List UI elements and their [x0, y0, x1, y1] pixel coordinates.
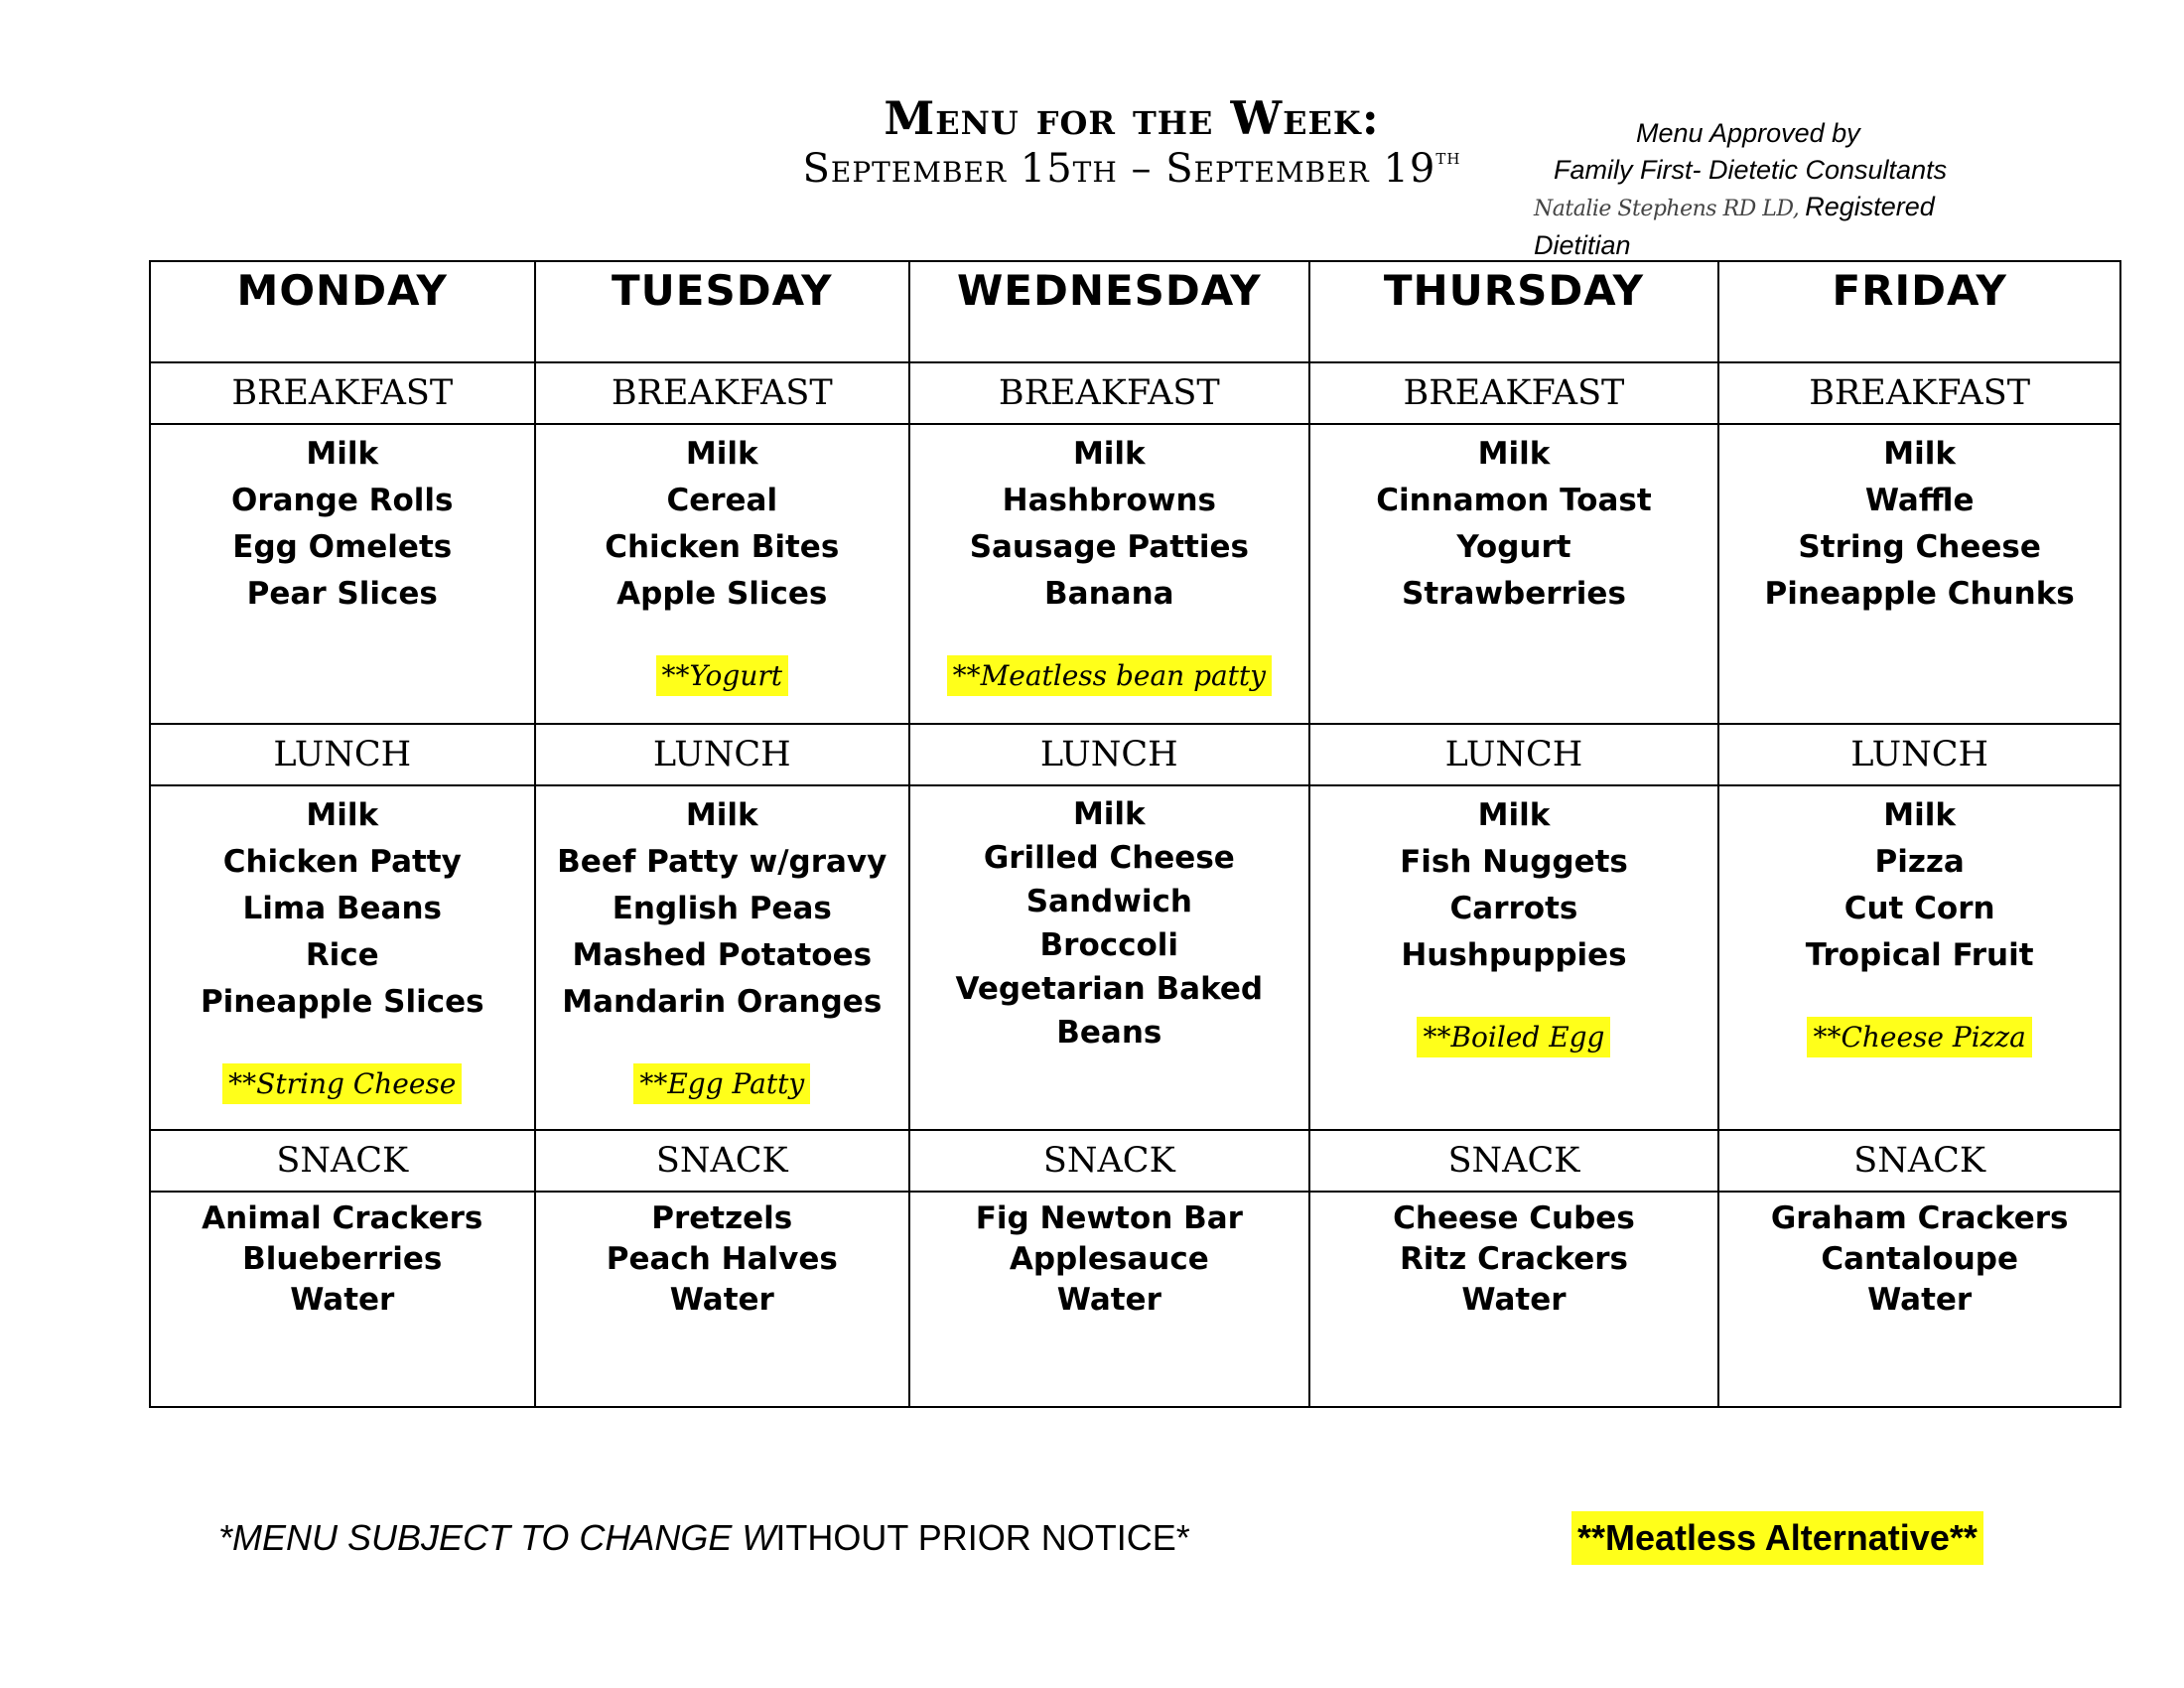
- menu-item: Hashbrowns: [1002, 483, 1216, 518]
- menu-item: Milk: [1477, 436, 1551, 472]
- menu-item: Water: [669, 1282, 774, 1318]
- meatless-legend: **Meatless Alternative**: [1571, 1511, 1983, 1565]
- menu-item: Banana: [1044, 576, 1174, 612]
- menu-item: Milk: [306, 436, 379, 472]
- menu-item: English Peas: [612, 891, 832, 926]
- snack-cell: [1718, 1192, 2120, 1407]
- breakfast-cell: [1309, 424, 1719, 724]
- menu-item: Fish Nuggets: [1400, 844, 1628, 880]
- lunch-label: LUNCH: [652, 735, 791, 774]
- breakfast-cell: [1718, 424, 2120, 724]
- breakfast-label: BREAKFAST: [231, 373, 454, 413]
- snack-cell: [909, 1192, 1309, 1407]
- snack-label: SNACK: [1042, 1141, 1175, 1181]
- menu-item: Water: [1056, 1282, 1161, 1318]
- menu-item: Yogurt: [1456, 529, 1571, 565]
- day-cell: [1718, 261, 2120, 362]
- menu-item: Tropical Fruit: [1805, 937, 2034, 973]
- menu-title: Menu for the Week:: [884, 91, 1380, 145]
- date-range-suffix: th: [1435, 145, 1461, 170]
- snack-label: SNACK: [276, 1141, 409, 1181]
- breakfast-label: BREAKFAST: [998, 373, 1220, 413]
- menu-item: Sandwich: [1025, 884, 1192, 919]
- breakfast-row: [150, 424, 2120, 724]
- menu-item: Rice: [305, 937, 379, 973]
- lunch-item-list: [1719, 786, 2119, 1057]
- menu-item: Pizza: [1874, 844, 1965, 880]
- snack-row: [150, 1192, 2120, 1407]
- breakfast-item-list: [1310, 425, 1718, 618]
- breakfast-item-list: [1719, 425, 2119, 618]
- breakfast-cell: [535, 424, 909, 724]
- lunch-row: [150, 785, 2120, 1130]
- menu-item: Milk: [1883, 797, 1957, 833]
- menu-item: Milk: [1072, 796, 1146, 832]
- approval-block: [1534, 115, 2030, 264]
- lunch-label: LUNCH: [273, 735, 412, 774]
- lunch-cell: [909, 785, 1309, 1130]
- breakfast-label: BREAKFAST: [1809, 373, 2031, 413]
- menu-item: Pretzels: [651, 1200, 793, 1236]
- menu-item: Orange Rolls: [231, 483, 454, 518]
- approved-by-line: Menu Approved by: [1636, 118, 1860, 148]
- menu-item: Water: [1461, 1282, 1567, 1318]
- dietitian-signature: Natalie Stephens RD LD,: [1534, 197, 1800, 221]
- menu-item: String Cheese: [1798, 529, 2041, 565]
- breakfast-label: BREAKFAST: [1403, 373, 1625, 413]
- lunch-cell: [535, 785, 909, 1130]
- menu-item: Mashed Potatoes: [572, 937, 873, 973]
- menu-item: Chicken Patty: [222, 844, 462, 880]
- meatless-alternative: **Meatless bean patty: [947, 655, 1272, 696]
- menu-item: Pineapple Chunks: [1764, 576, 2075, 612]
- menu-item: Hushpuppies: [1401, 937, 1627, 973]
- snack-cell: [535, 1192, 909, 1407]
- consultants-line: Family First- Dietetic Consultants: [1554, 155, 1948, 185]
- menu-item: Strawberries: [1402, 576, 1626, 612]
- menu-item: Fig Newton Bar: [975, 1200, 1243, 1236]
- menu-item: Water: [1867, 1282, 1973, 1318]
- lunch-label: LUNCH: [1444, 735, 1583, 774]
- snack-label: SNACK: [1447, 1141, 1580, 1181]
- menu-item: Vegetarian Baked: [955, 971, 1264, 1007]
- dietitian-line: [1534, 189, 2030, 264]
- breakfast-cell: [150, 424, 535, 724]
- dietitian-title: Registered Dietitian: [1534, 192, 1935, 260]
- menu-item: Milk: [1883, 436, 1957, 472]
- menu-item: Waffle: [1864, 483, 1975, 518]
- lunch-cell: [1309, 785, 1719, 1130]
- day-cell: [1309, 261, 1719, 362]
- menu-item: Grilled Cheese: [983, 840, 1235, 876]
- meatless-alternative: **Boiled Egg: [1417, 1017, 1610, 1057]
- snack-item-list: [1310, 1193, 1718, 1321]
- day-label: WEDNESDAY: [956, 266, 1262, 315]
- notice-rest: ITHOUT PRIOR NOTICE*: [775, 1517, 1190, 1558]
- menu-item: Blueberries: [242, 1241, 443, 1277]
- lunch-item-list: [1310, 786, 1718, 1057]
- day-label: TUESDAY: [612, 266, 833, 315]
- menu-item: Chicken Bites: [605, 529, 840, 565]
- notice-italic-part: *MENU SUBJECT TO CHANGE W: [218, 1517, 776, 1558]
- weekly-menu-table: [149, 260, 2121, 1408]
- lunch-item-list: [536, 786, 908, 1104]
- meatless-alternative: **Yogurt: [656, 655, 789, 696]
- lunch-label: LUNCH: [1039, 735, 1178, 774]
- menu-item: Animal Crackers: [202, 1200, 483, 1236]
- menu-item: Water: [290, 1282, 395, 1318]
- snack-cell: [150, 1192, 535, 1407]
- day-cell: [150, 261, 535, 362]
- menu-item: Milk: [1072, 436, 1146, 472]
- menu-item: Pear Slices: [246, 576, 438, 612]
- menu-item: Pineapple Slices: [200, 984, 484, 1020]
- menu-date-range: [695, 145, 1569, 192]
- breakfast-cell: [909, 424, 1309, 724]
- menu-item: Beef Patty w/gravy: [557, 844, 887, 880]
- lunch-header-row: [150, 724, 2120, 785]
- snack-item-list: [536, 1193, 908, 1321]
- snack-label: SNACK: [655, 1141, 788, 1181]
- lunch-item-list: [910, 786, 1308, 1055]
- menu-change-notice: [218, 1517, 1190, 1559]
- snack-item-list: [910, 1193, 1308, 1321]
- menu-item: Carrots: [1449, 891, 1578, 926]
- menu-item: Ritz Crackers: [1399, 1241, 1628, 1277]
- breakfast-item-list: [536, 425, 908, 696]
- snack-header-row: [150, 1130, 2120, 1192]
- meatless-alternative: **Cheese Pizza: [1807, 1017, 2031, 1057]
- day-header-row: [150, 261, 2120, 362]
- breakfast-item-list: [151, 425, 534, 618]
- menu-item: Sausage Patties: [969, 529, 1249, 565]
- menu-item: Milk: [1477, 797, 1551, 833]
- menu-item: Graham Crackers: [1770, 1200, 2069, 1236]
- menu-item: Milk: [685, 797, 758, 833]
- menu-item: Cereal: [666, 483, 778, 518]
- day-label: MONDAY: [236, 266, 448, 315]
- menu-item: Applesauce: [1009, 1241, 1209, 1277]
- day-cell: [909, 261, 1309, 362]
- menu-item: Milk: [685, 436, 758, 472]
- meatless-alternative: **String Cheese: [222, 1063, 462, 1104]
- breakfast-item-list: [910, 425, 1308, 696]
- menu-item: Beans: [1056, 1015, 1162, 1051]
- lunch-item-list: [151, 786, 534, 1104]
- menu-item: Lima Beans: [242, 891, 443, 926]
- lunch-label: LUNCH: [1850, 735, 1989, 774]
- breakfast-header-row: [150, 362, 2120, 424]
- breakfast-label: BREAKFAST: [611, 373, 833, 413]
- lunch-cell: [150, 785, 535, 1130]
- menu-item: Cut Corn: [1843, 891, 1995, 926]
- snack-cell: [1309, 1192, 1719, 1407]
- day-cell: [535, 261, 909, 362]
- meatless-alternative: **Egg Patty: [633, 1063, 810, 1104]
- menu-item: Mandarin Oranges: [562, 984, 883, 1020]
- snack-label: SNACK: [1853, 1141, 1986, 1181]
- menu-item: Cheese Cubes: [1393, 1200, 1635, 1236]
- menu-item: Peach Halves: [606, 1241, 838, 1277]
- menu-item: Apple Slices: [616, 576, 828, 612]
- snack-item-list: [1719, 1193, 2119, 1321]
- menu-item: Cinnamon Toast: [1376, 483, 1652, 518]
- snack-item-list: [151, 1193, 534, 1321]
- date-range-text: September 15th – September 19: [802, 146, 1436, 192]
- menu-item: Milk: [306, 797, 379, 833]
- menu-item: Cantaloupe: [1821, 1241, 2018, 1277]
- lunch-cell: [1718, 785, 2120, 1130]
- day-label: THURSDAY: [1383, 266, 1645, 315]
- menu-item: Broccoli: [1039, 927, 1179, 963]
- menu-item: Egg Omelets: [232, 529, 453, 565]
- day-label: FRIDAY: [1832, 266, 2007, 315]
